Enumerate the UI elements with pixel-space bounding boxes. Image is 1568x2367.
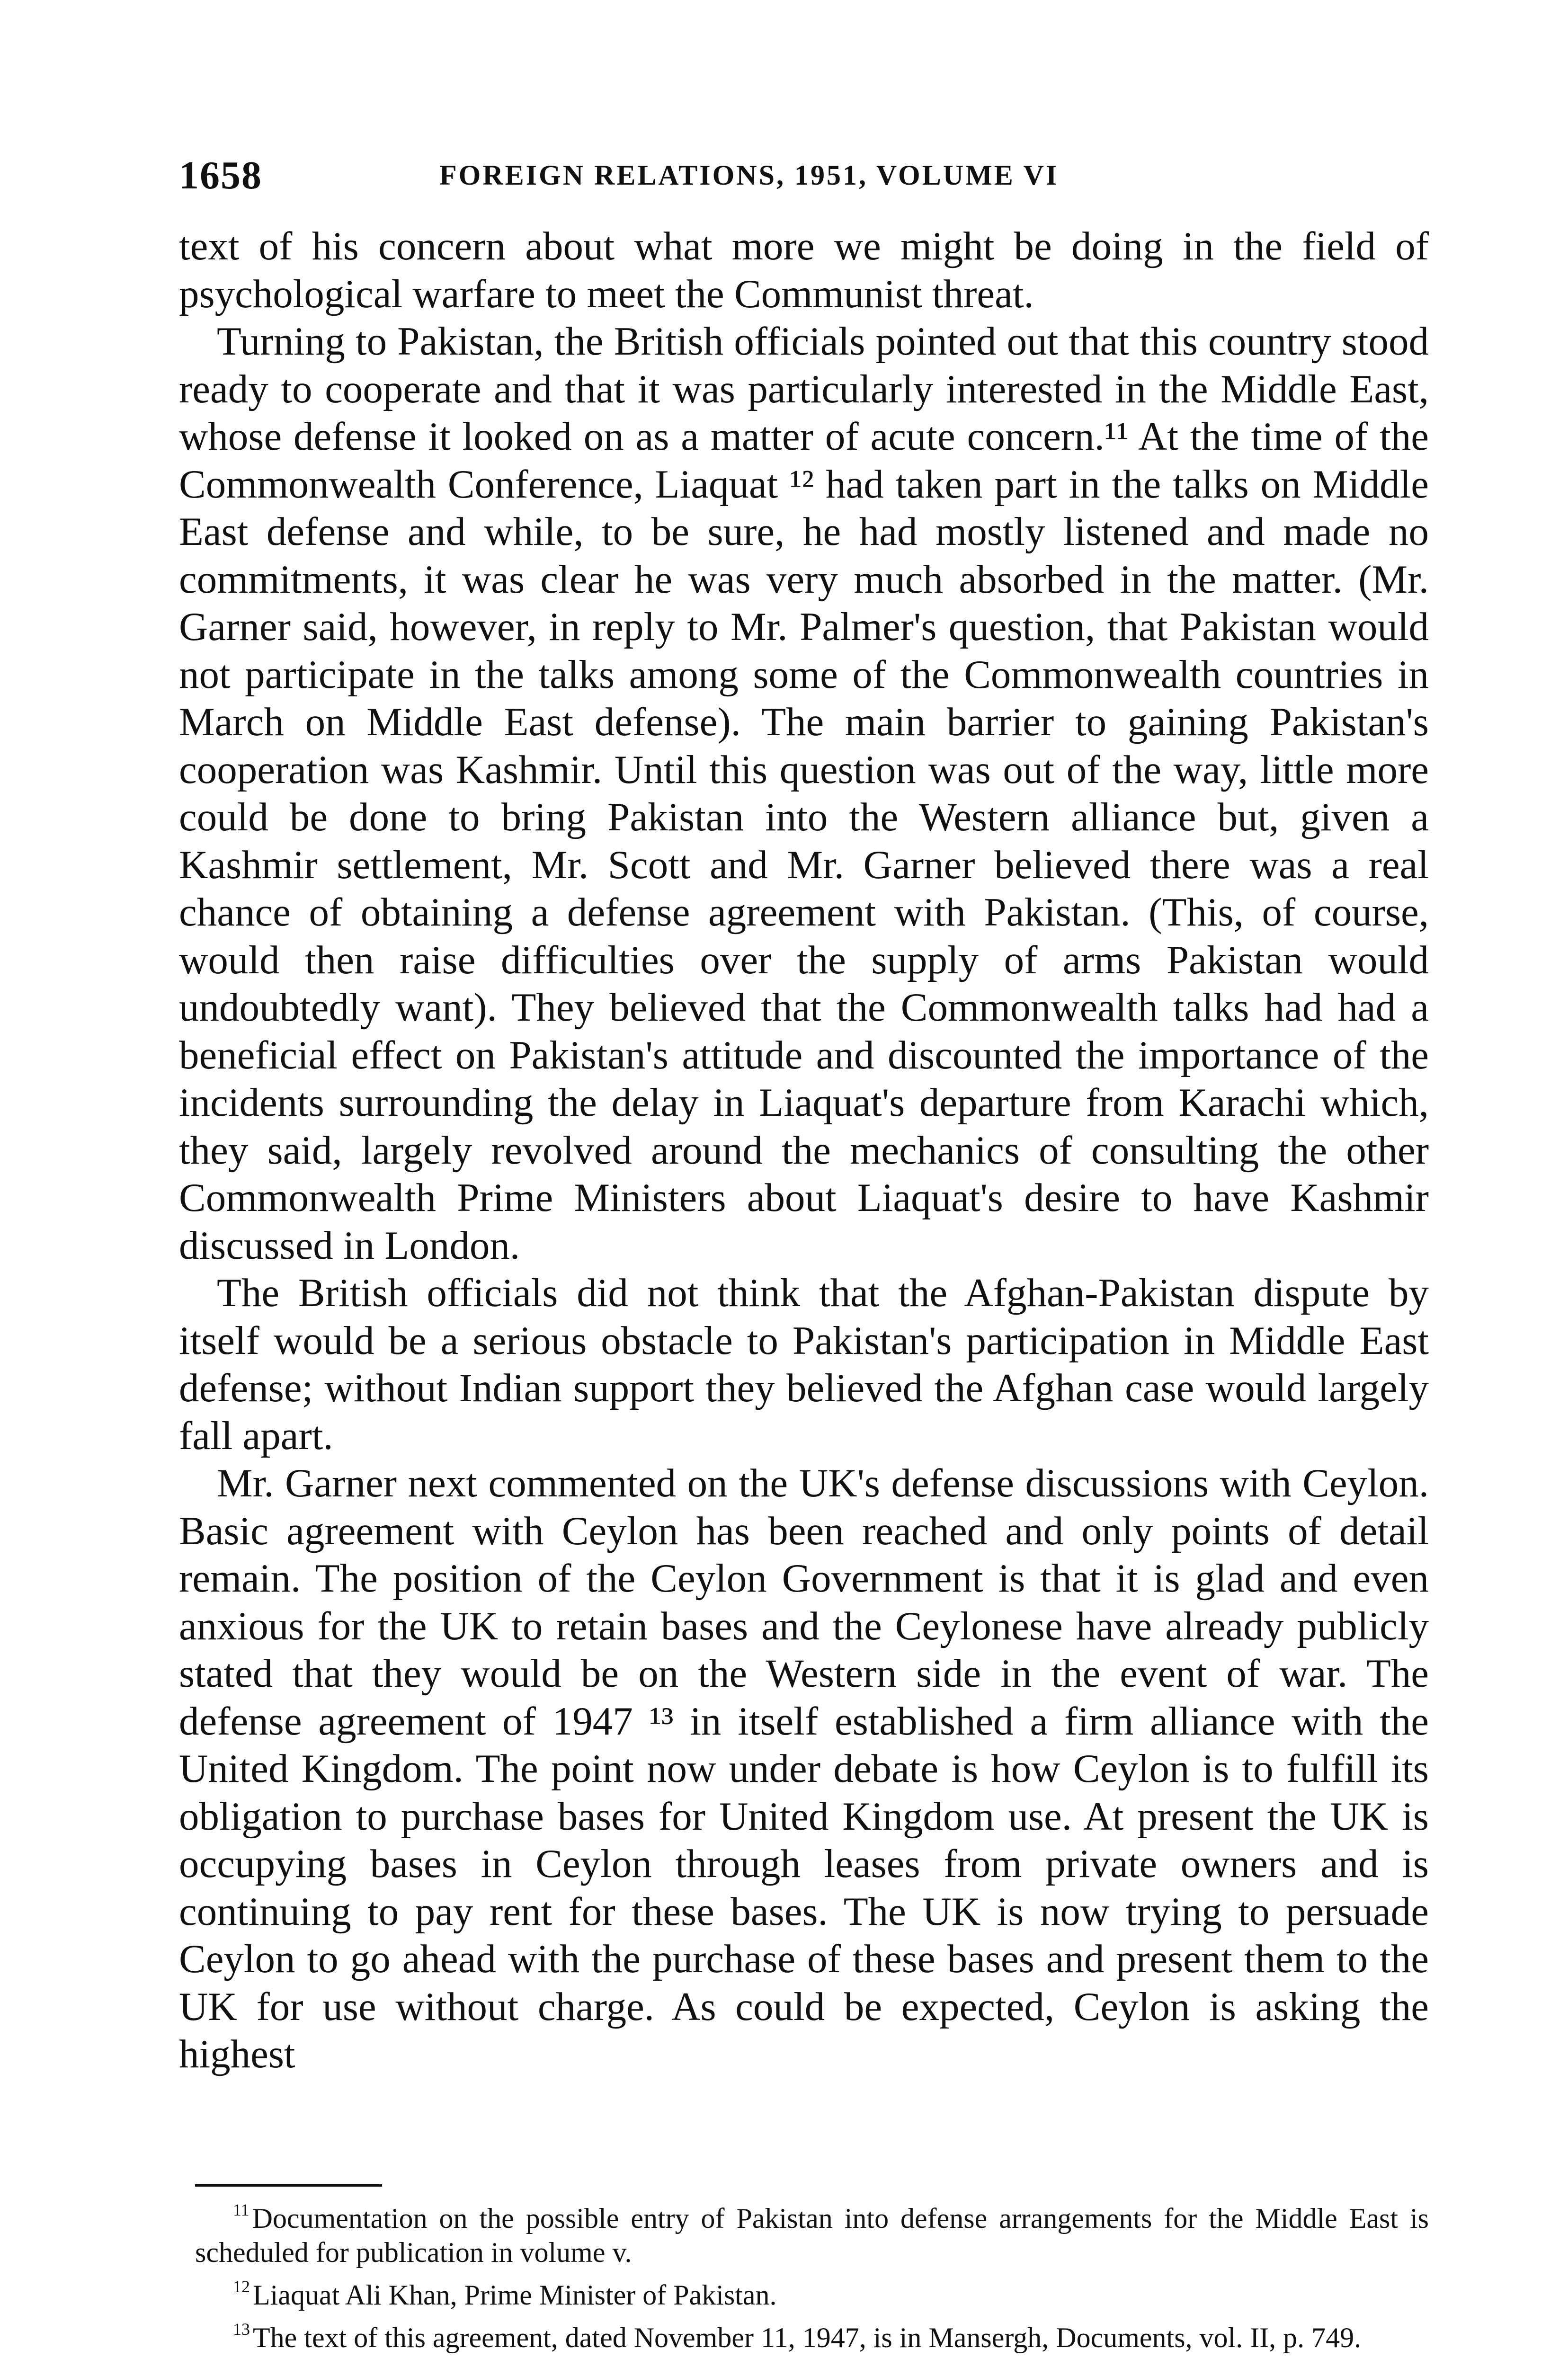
footnote-12 [195, 2269, 1429, 2312]
footnote-mark: 11 [233, 2200, 249, 2219]
paragraph-continued: text of his concern about what more we might be doing in the field of psychological warfare to meet the Communist threat. [179, 224, 1429, 316]
body-text [179, 222, 1429, 2078]
page-header [179, 152, 1429, 205]
footnote-13 [195, 2312, 1429, 2355]
page-number: 1658 [179, 153, 262, 197]
paragraph-pakistan: Turning to Pakistan, the British officials pointed out that this country stood ready to cooperate and that it was particularly interested in the Middle East, whose defense it looked on as a matter of acute concern.¹¹ At the time of the Commonwealth Conference, Liaquat ¹² had taken part in the talks on Middle East defense and while, to be sure, he had mostly listened and made no commitments, it was clear he was very much absorbed in the matter. (Mr. Garner said, however, in reply to Mr. Palmer's question, that Pakistan would not participate in the talks among some of the Commonwealth countries in March on Middle East defense). The main barrier to gaining Pakistan's cooperation was Kashmir. Until this question was out of the way, little more could be done to bring Pakistan into the Western alliance but, given a Kashmir settlement, Mr. Scott and Mr. Garner believed there was a real chance of obtaining a defense agreement with Pakistan. (This, of course, would then raise difficulties over the supply of arms Pakistan would undoubtedly want). They believed that the Commonwealth talks had had a beneficial effect on Pakistan's attitude and discounted the importance of the incidents surrounding the delay in Liaquat's departure from Karachi which, they said, largely revolved around the mechanics of consulting the other Commonwealth Prime Ministers about Liaquat's desire to have Kashmir discussed in London. [179, 319, 1429, 1268]
paragraph-afghan-dispute: The British officials did not think that the Afghan-Pakistan dispute by itself would be a serious obstacle to Pakistan's participation in Middle East defense; without Indian support they believed the Afghan case would largely fall apart. [179, 1271, 1429, 1458]
footnotes [195, 2193, 1429, 2355]
footnote-mark: 12 [233, 2277, 250, 2296]
running-head: FOREIGN RELATIONS, 1951, VOLUME VI [439, 160, 1059, 191]
footnote-divider [195, 2184, 382, 2187]
footnote-text: Liaquat Ali Khan, Prime Minister of Pakistan. [253, 2279, 777, 2311]
footnote-mark: 13 [233, 2320, 250, 2339]
footnote-text: Documentation on the possible entry of Pakistan into defense arrangements for the Middle East is scheduled for publication in volume v. [195, 2203, 1429, 2268]
footnote-11 [195, 2193, 1429, 2269]
paragraph-ceylon: Mr. Garner next commented on the UK's defense discussions with Ceylon. Basic agreement with Ceylon has been reached and only points of detail remain. The position of the Ceylon Government is that it is glad and even anxious for the UK to retain bases and the Ceylonese have already publicly stated that they would be on the Western side in the event of war. The defense agreement of 1947 ¹³ in itself established a firm alliance with the United Kingdom. The point now under debate is how Ceylon is to fulfill its obligation to purchase bases for United Kingdom use. At present the UK is occupying bases in Ceylon through leases from private owners and is continuing to pay rent for these bases. The UK is now trying to persuade Ceylon to go ahead with the purchase of these bases and present them to the UK for use without charge. As could be expected, Ceylon is asking the highest [179, 1461, 1429, 2076]
footnote-text: The text of this agreement, dated November 11, 1947, is in Mansergh, Documents, vol. II, p. 749. [253, 2322, 1362, 2353]
